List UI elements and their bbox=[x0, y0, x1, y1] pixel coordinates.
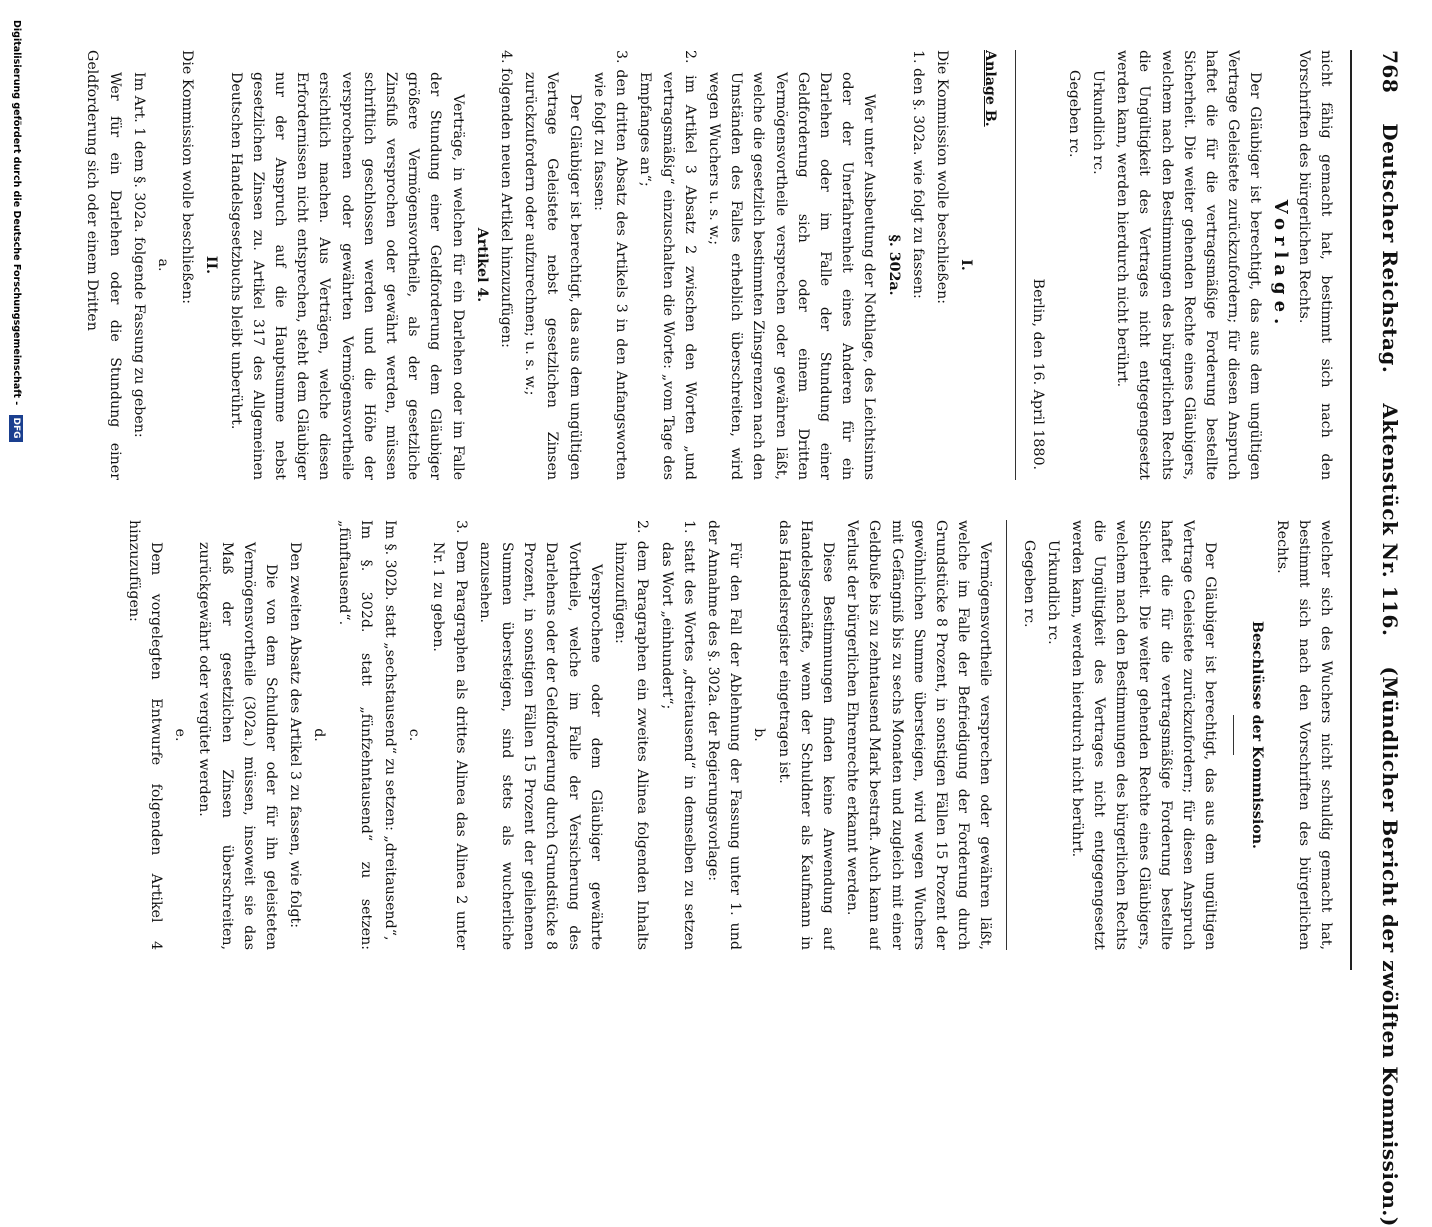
subsection-letter: a. bbox=[155, 258, 172, 272]
left-intro: nicht fähig gemacht hat, bestimmt sich nach den Vorschriften des bürgerlichen Rechts. bbox=[1295, 50, 1334, 480]
right-paragraph: Im §. 302b. statt „sechstausend“ zu setzen: „dreitausend“, bbox=[382, 520, 399, 941]
amendment-item: 3. Dem Paragraphen als drittes Alinea das Alinea 2 unter Nr. 1 zu geben. bbox=[430, 520, 469, 950]
right-paragraph: Für den Fall der Ablehnung der Fassung unter 1. und der Annahme des §. 302a. der Regierungsvorlage: bbox=[704, 520, 744, 950]
anlage-heading: Anlage B. bbox=[982, 50, 999, 127]
subsection-letter: b. bbox=[751, 728, 768, 742]
right-paragraph: Vermögensvortheile versprechen oder gewähren läßt, welche im Falle der Befriedigung der Forderung durch Grundstücke 8 Prozent, in sonstigen Fällen 15 Prozent der gewöhnlichen Summe übersteigen, wird wegen Wuchers mit Gefängniß bis zu sechs Monaten und zugleich mit einer Geldbuße bis zu zehntausend Mark bestraft. Auch kann auf Verlust der bürgerlichen Ehrenrechte erkannt werden. bbox=[844, 520, 994, 950]
dfg-logo: DFG bbox=[9, 415, 23, 442]
motion-intro: Die Kommission wolle beschließen: bbox=[933, 50, 950, 305]
paragraph-number: §. 302a. bbox=[885, 234, 902, 296]
quoted-text: Der Gläubiger ist berechtigt, das aus dem ungültigen Vertrage Geleistete nebst gesetzlichen Zinsen zurückzufordern oder aufzurechnen; u. s. w.; bbox=[522, 72, 583, 480]
amendment-item: 2. dem Paragraphen ein zweites Alinea folgenden Inhalts hinzuzufügen: bbox=[612, 520, 651, 950]
right-paragraph: Den zweiten Absatz des Artikel 3 zu fassen, wie folgt: bbox=[287, 542, 304, 929]
right-intro: welcher sich des Wuchers nicht schuldig gemacht hat, bestimmt sich nach den Vorschriften des bürgerlichen Rechts. bbox=[1273, 520, 1334, 950]
document-number: Aktenstück Nr. 116. bbox=[1378, 403, 1402, 637]
header-rule bbox=[1350, 50, 1352, 970]
page-number: 768 bbox=[1378, 50, 1402, 94]
signature-line: Gegeben rc. bbox=[1020, 540, 1037, 628]
right-paragraph: Im §. 302d. statt „fünfzehntausend“ zu setzen: „fünftausend“. bbox=[335, 520, 374, 950]
section-rule bbox=[1006, 520, 1007, 950]
credit-text: Digitalisierung gefördert durch die Deutsche Forschungsgemeinschaft - bbox=[11, 20, 22, 406]
amendment-item: 1. statt des Wortes „dreitausend“ in demselben zu setzen das Wort „einhundert“; bbox=[658, 520, 697, 950]
report-title: (Mündlicher Bericht der zwölften Kommission.) bbox=[1378, 666, 1402, 1227]
vorlage-title: Vorlage. bbox=[1269, 199, 1291, 331]
quoted-text: Die von dem Schuldner oder für ihn geleisteten Vermögensvortheile (302a.) müssen, insoweit sie das Maß der gesetzlichen Zinsen überschreiten, zurückgewährt oder vergütet werden. bbox=[196, 542, 280, 950]
subsection-letter: e. bbox=[172, 728, 189, 742]
right-column bbox=[37, 520, 1337, 950]
right-paragraph: Der Gläubiger ist berechtigt, das aus dem ungültigen Vertrage Geleistete zurückzufordern; für diesen Anspruch haftet die für die vertragsmäßige Forderung bestellte Sicherheit. Die weiter gehenden Rechte eines Gläubigers, welchem nach den Bestimmungen des bürgerlichen Rechts die Ungültigkeit des Vertrages nicht entgegengesetzt werden kann, werden hierdurch nicht berührt. bbox=[1068, 520, 1219, 950]
right-paragraph: Diese Bestimmungen finden keine Anwendung auf Handelsgeschäfte, wenn der Schuldner als Kaufmann in das Handelsregister eingetragen ist. bbox=[775, 520, 836, 950]
motion-item: 4. folgenden neuen Artikel hinzuzufügen: bbox=[498, 50, 515, 348]
title-rule bbox=[1233, 715, 1234, 755]
motion-intro: Die Kommission wolle beschließen: bbox=[179, 50, 196, 305]
left-paragraph: Wer für ein Darlehen oder die Stundung einer Geldforderung sich oder einem Dritten bbox=[84, 50, 123, 480]
digitization-credit bbox=[5, 0, 27, 1020]
commission-title: Beschlüsse der Kommission. bbox=[1249, 621, 1266, 849]
publication-title: Deutscher Reichstag. bbox=[1378, 123, 1402, 374]
article-heading: Artikel 4. bbox=[473, 227, 490, 303]
section-rule bbox=[1015, 50, 1016, 480]
left-column bbox=[37, 50, 1337, 480]
signature-line: Urkundlich rc. bbox=[1089, 70, 1106, 175]
motion-item: 1. den §. 302a. wie folgt zu fassen: bbox=[909, 50, 926, 299]
section-numeral: II. bbox=[203, 255, 220, 275]
signature-line: Urkundlich rc. bbox=[1044, 540, 1061, 645]
motion-item: 2. im Artikel 3 Absatz 2 zwischen den Worten „und vertragsmäßig“ einzuschalten die Worte: „vom Tage des Empfanges an“; bbox=[637, 50, 698, 480]
page-header bbox=[1378, 50, 1402, 1227]
right-paragraph: Dem vorgelegten Entwurfe folgenden Artikel 4 hinzuzufügen: bbox=[125, 520, 165, 950]
quoted-text: Versprochene oder dem Gläubiger gewährte Vortheile, welche im Falle der Versicherung des Darlehens oder der Geldforderung durch Grundstücke 8 Prozent, in sonstigen Fällen 15 Prozent der geliehenen Summen übersteigen, sind stets als wucherliche anzusehen. bbox=[476, 542, 604, 950]
signature-line: Gegeben rc. bbox=[1065, 70, 1082, 158]
quoted-text: Wer unter Ausbeutung der Nothlage, des Leichtsinns oder der Unerfahrenheit eines Anderen für ein Darlehen oder im Falle der Stundung einer Geldforderung sich oder einem Dritten Vermögensvortheile versprechen oder gewähren läßt, welche die gesetzlich bestimmten Zinsgrenzen nach den Umständen des Falles erheblich überschreiten, wird wegen Wuchers u. s. w.; bbox=[705, 72, 878, 480]
section-numeral: I. bbox=[958, 259, 975, 271]
subsection-letter: c. bbox=[406, 728, 423, 742]
subsection-letter: d. bbox=[311, 728, 328, 742]
left-paragraph: Der Gläubiger ist berechtigt, das aus dem ungültigen Vertrage Geleistete zurückzufordern; für diesen Anspruch haftet die für die vertragsmäßige Forderung bestellte Sicherheit. Die weiter gehenden Rechte eines Gläubigers, welchem nach den Bestimmungen des bürgerlichen Rechts die Ungültigkeit des Vertrages nicht entgegengesetzt werden kann, werden hierdurch nicht berührt. bbox=[1114, 50, 1264, 480]
motion-item: 3. den dritten Absatz des Artikels 3 in den Anfangsworten wie folgt zu fassen: bbox=[590, 50, 630, 480]
quoted-text: Verträge, in welchen für ein Darlehen oder im Falle der Stundung einer Geldforderung dem Gläubiger größere Vermögensvortheile, als der gesetzliche Zinsfuß versprochen oder gewährt werden, müssen schriftlich geschlossen werden und die Höhe der versprochenen oder gewährten Vermögensvortheile ersichtlich machen. Aus Verträgen, welche diesen Erfordernissen nicht entsprechen, steht dem Gläubiger nur der Anspruch auf die Hauptsumme nebst gesetzlichen Zinsen zu. Artikel 317 des Allgemeinen Deutschen Handelsgesetzbuchs bleibt unberührt. bbox=[227, 72, 466, 480]
left-paragraph: Im Art. 1 dem §. 302a. folgende Fassung zu geben: bbox=[130, 72, 147, 438]
date-line: Berlin, den 16. April 1880. bbox=[1029, 278, 1046, 470]
